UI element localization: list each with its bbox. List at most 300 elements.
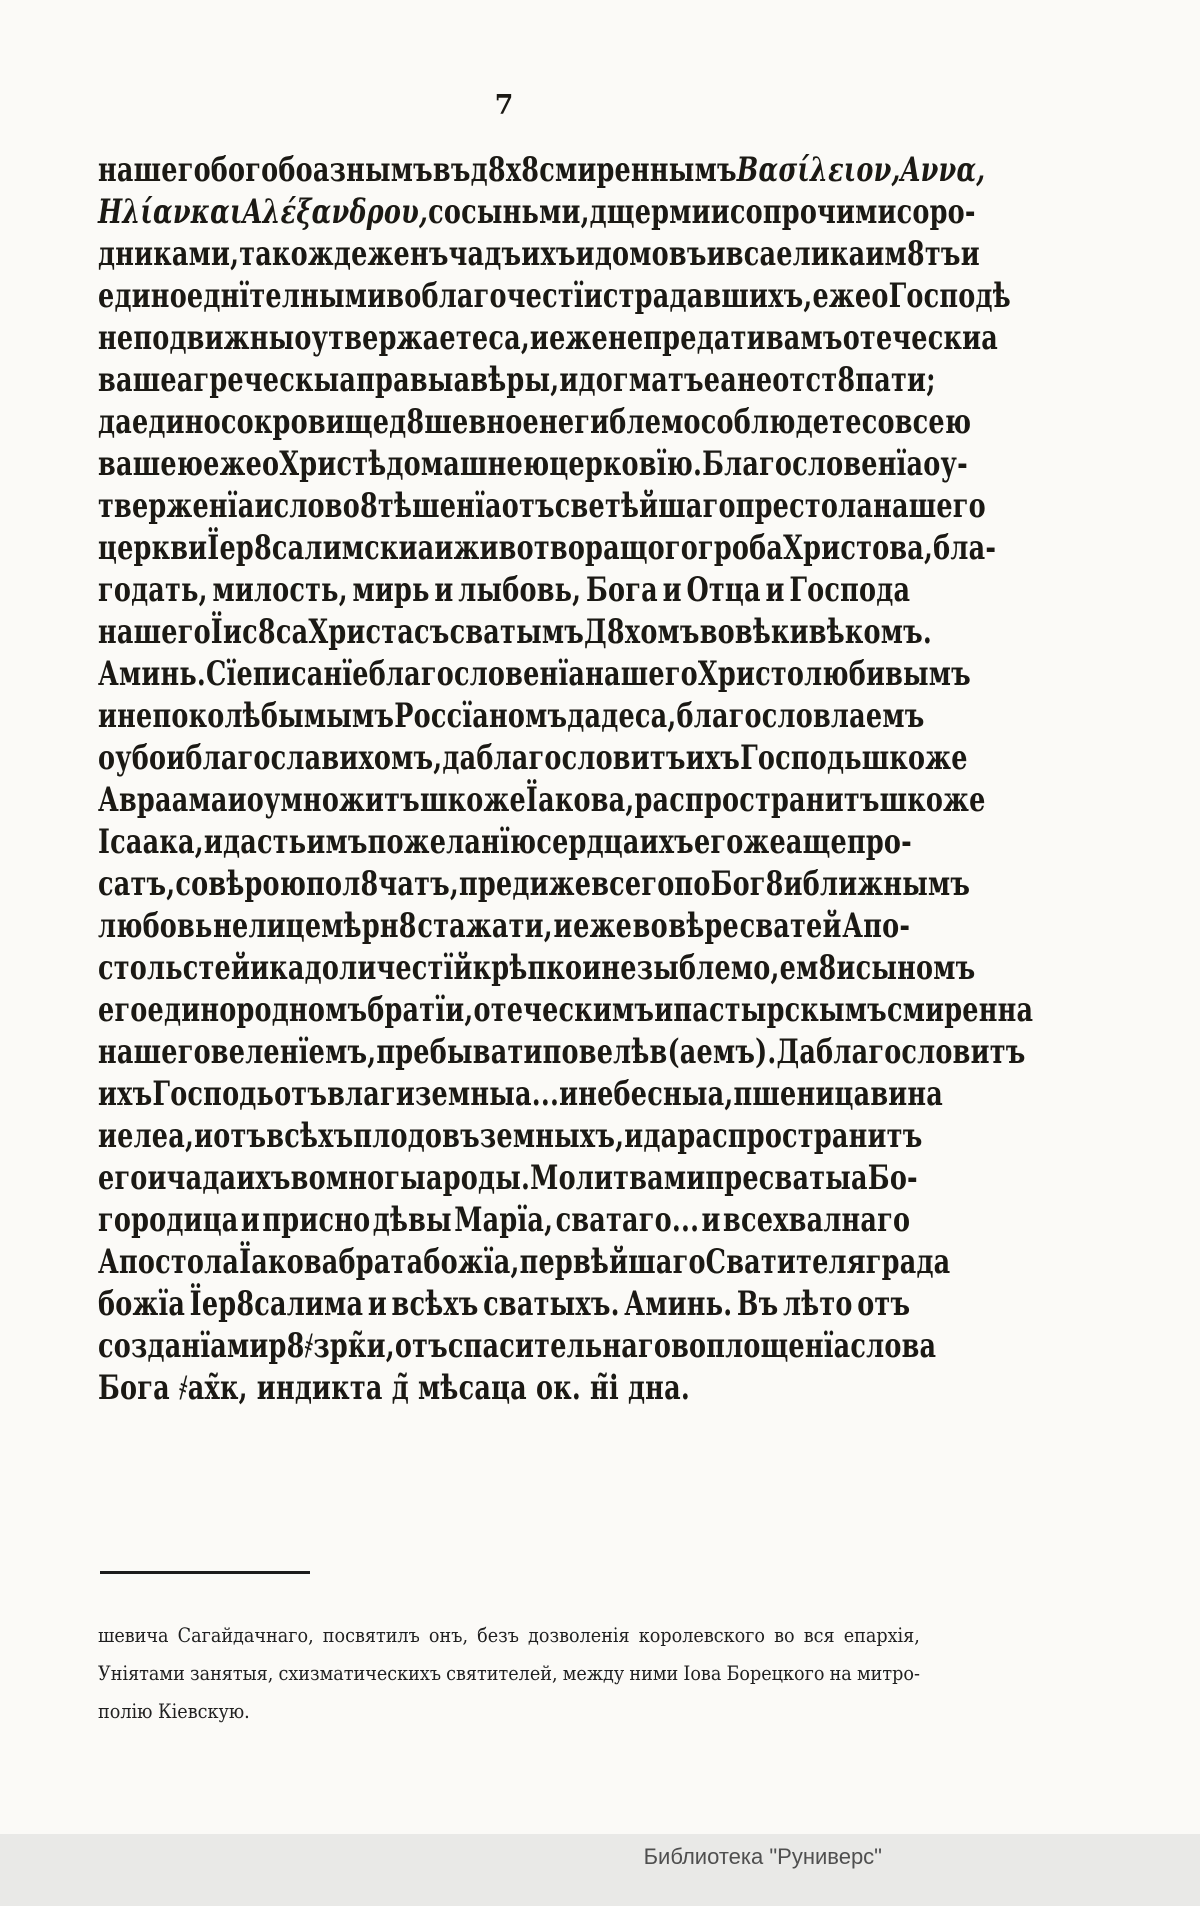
word: вѣры,	[470, 360, 560, 400]
text-line	[98, 275, 1011, 317]
word: Авраама	[98, 780, 228, 820]
word: отъ	[857, 1284, 911, 1324]
word: схизматическихъ	[278, 1661, 442, 1685]
word: богобоазнымъ	[210, 150, 433, 190]
greek-word: Ηλίαν	[98, 192, 191, 232]
word: ихъ	[236, 1158, 291, 1198]
word: града	[865, 1242, 951, 1282]
footnote-line	[98, 1616, 920, 1654]
text-line	[98, 527, 997, 569]
word: отеческиа	[842, 318, 999, 358]
word: Сїе	[206, 654, 253, 694]
word: повелѣв(аемъ).	[542, 1032, 777, 1072]
word: и	[147, 1158, 167, 1198]
footnote-line	[98, 1692, 920, 1730]
word: въ	[432, 150, 471, 190]
word: Въ	[736, 1284, 779, 1324]
word: занятыя,	[189, 1661, 274, 1685]
word: и	[654, 990, 674, 1030]
word: лѣто	[783, 1284, 853, 1324]
word: присно	[262, 1200, 371, 1240]
word: егоже	[693, 822, 786, 862]
word: сокровище	[220, 402, 390, 442]
text-line	[98, 653, 971, 695]
text-line	[98, 695, 925, 737]
word: и	[553, 906, 573, 946]
word: отъ	[394, 1326, 448, 1366]
text-line	[98, 191, 976, 233]
word: распространитъ	[677, 1116, 923, 1156]
word: Христолюбивымъ	[697, 654, 971, 694]
word: дниками,	[98, 234, 240, 274]
word: Господа	[789, 570, 911, 610]
word: вашеа	[98, 360, 194, 400]
word: всѣхъ	[266, 1116, 354, 1156]
word: соблюдете	[700, 402, 862, 442]
word: греческыа	[193, 360, 357, 400]
word: неподвижны	[98, 318, 295, 358]
word: по	[674, 864, 711, 904]
text-line	[98, 1031, 1026, 1073]
word: Іова	[683, 1661, 722, 1685]
word: Аминь.	[98, 654, 207, 694]
word: со	[729, 192, 763, 232]
word: про-	[846, 822, 912, 862]
word: брата	[338, 1242, 424, 1282]
word: светѣйшаго	[554, 486, 736, 526]
word: многыа	[325, 1158, 443, 1198]
word: королевского	[638, 1623, 765, 1647]
word: благословенїа	[368, 654, 586, 694]
word: оубо	[98, 738, 167, 778]
watermark-text: Библиотека "Руниверс"	[643, 1844, 882, 1869]
footnote	[98, 1616, 920, 1730]
word: и	[575, 234, 595, 274]
word: всехвалнаго	[723, 1200, 911, 1240]
word: ихъ	[521, 234, 576, 274]
word-run: Бога ҂ах̃к, индикта д̃ мѣсаца ок. н̃і дна.	[98, 1368, 690, 1408]
word: благочестїи	[421, 276, 603, 316]
word: аще	[785, 822, 847, 862]
word: женъ	[367, 234, 449, 274]
word: ними	[629, 1661, 679, 1685]
word: сатъ,	[98, 864, 176, 904]
word: чадъ	[448, 234, 522, 274]
word: вся	[803, 1623, 835, 1647]
watermark-bar	[0, 1834, 1200, 1906]
word: онъ,	[428, 1623, 469, 1647]
word: Апо-	[842, 906, 911, 946]
word: Їер8салимскиа	[207, 528, 435, 568]
word: мирь	[352, 570, 430, 610]
word: любовь	[98, 906, 213, 946]
word: Їакова,	[525, 780, 635, 820]
word: Їис8са	[210, 612, 309, 652]
word: Бога	[586, 570, 658, 610]
word: сватыхъ.	[483, 1284, 620, 1324]
word: милость,	[212, 570, 348, 610]
word: распространитъ	[634, 780, 880, 820]
word: оу-	[923, 444, 968, 484]
word: отъ	[274, 1074, 328, 1114]
word: Сагайдачнаго,	[177, 1623, 314, 1647]
text-line	[98, 1115, 923, 1157]
greek-word: Αλέξανδρου,	[242, 192, 429, 232]
word: дщерми	[589, 192, 711, 232]
word: церковїю.	[549, 444, 703, 484]
word: на	[829, 1661, 852, 1685]
word: и	[367, 1284, 387, 1324]
word: благословитъ	[476, 738, 686, 778]
word: непоколѣбымымъ	[117, 696, 395, 736]
word: еже	[549, 318, 608, 358]
word: и	[529, 318, 550, 358]
word: и	[227, 780, 247, 820]
word: пол8чатъ,	[306, 864, 460, 904]
word: пастырскымъ	[673, 990, 887, 1030]
word: и	[98, 696, 118, 736]
word: и	[836, 948, 856, 988]
word: Їер8салима	[189, 1284, 364, 1324]
footnote-separator	[100, 1571, 310, 1574]
word: дѣвы	[372, 1200, 452, 1240]
text-line	[98, 947, 976, 989]
word: догматъ	[578, 360, 704, 400]
word: братїи,	[367, 990, 474, 1030]
word: вѣрою	[208, 864, 307, 904]
word: и	[203, 822, 224, 862]
word: елеа,	[117, 1116, 195, 1156]
word: смиренна	[886, 990, 1034, 1030]
word: Да	[776, 1032, 817, 1072]
word: соро-	[896, 192, 976, 232]
word: со	[175, 864, 209, 904]
word: безъ	[477, 1623, 519, 1647]
text-line	[98, 989, 1034, 1031]
word: еже	[812, 276, 872, 316]
word: и	[710, 192, 730, 232]
word: еже	[573, 906, 633, 946]
word: всего	[591, 864, 675, 904]
word: оутвержаетеса,	[294, 318, 530, 358]
word: Борецкого	[726, 1661, 825, 1685]
word: шкоже	[879, 780, 986, 820]
word: первѣйшаго	[519, 1242, 706, 1282]
word: и	[701, 1200, 721, 1240]
word: ихъ	[639, 822, 694, 862]
word: отъ	[501, 486, 555, 526]
text-line	[98, 1073, 944, 1115]
word: Бог8	[710, 864, 784, 904]
greek-word: και	[190, 192, 243, 232]
page-number: 7	[494, 90, 514, 121]
word: предати	[643, 318, 766, 358]
word: и	[765, 570, 785, 610]
word: прочими	[762, 192, 897, 232]
word: и	[194, 1116, 214, 1156]
text-line	[98, 359, 936, 401]
word: и	[783, 864, 803, 904]
word: вѣкомъ.	[808, 612, 933, 652]
word: оумножитъ	[246, 780, 420, 820]
word: престола	[735, 486, 874, 526]
word: епархія,	[843, 1623, 920, 1647]
word: Христа	[308, 612, 415, 652]
word: гроба	[698, 528, 784, 568]
word: о	[262, 444, 280, 484]
word: Господь	[740, 738, 862, 778]
word: и	[434, 570, 454, 610]
word: во	[699, 612, 735, 652]
word: воплощенїа	[671, 1326, 851, 1366]
word: Господѣ	[888, 276, 1011, 316]
word: ихъ	[685, 738, 741, 778]
word: неотст8пати;	[736, 360, 936, 400]
greek-word: Αννα,	[900, 150, 986, 190]
word: со	[428, 192, 462, 232]
text-line	[98, 1241, 951, 1283]
word: плодовъ	[353, 1116, 480, 1156]
word: и	[706, 234, 726, 274]
word: дадеса,	[567, 696, 677, 736]
word: д8шевное	[389, 402, 539, 442]
text-line	[98, 779, 986, 821]
word: нашего	[873, 486, 986, 526]
word: между	[562, 1661, 625, 1685]
word: не	[607, 318, 644, 358]
word: съ	[414, 612, 450, 652]
word: вса	[725, 234, 777, 274]
word: Господь	[152, 1074, 275, 1114]
word: страдавшихъ,	[602, 276, 813, 316]
text-line	[98, 233, 980, 275]
word: им8тъ	[865, 234, 961, 274]
word: посвятилъ	[322, 1623, 420, 1647]
word: незыблемо,	[601, 948, 780, 988]
word: елика	[776, 234, 866, 274]
word: да	[98, 402, 132, 442]
text-line	[98, 737, 968, 779]
word: и	[98, 1116, 118, 1156]
word: вамъ	[765, 318, 843, 358]
word: нелицемѣрн8	[213, 906, 417, 946]
text-line	[98, 905, 910, 947]
word: земныхъ,	[479, 1116, 625, 1156]
word: пшеница	[733, 1074, 871, 1114]
word: пожеланїю	[367, 822, 537, 862]
word: и	[624, 1116, 644, 1156]
word: пребывати	[376, 1032, 543, 1072]
word: единородномъ	[147, 990, 368, 1030]
word: во	[290, 1158, 326, 1198]
word: ҂зрк̃и,	[304, 1326, 395, 1366]
text-line	[98, 317, 999, 359]
word: благославихомъ,	[185, 738, 443, 778]
greek-word: Βασίλειον,	[736, 150, 901, 190]
text-line	[98, 401, 972, 443]
word: чада	[166, 1158, 237, 1198]
word: еднїтелными	[186, 276, 387, 316]
word: со	[861, 402, 895, 442]
word: кадоличестїй	[269, 948, 473, 988]
word: всею	[894, 402, 972, 442]
word: едино	[98, 276, 187, 316]
word-run: полію Кіевскую.	[98, 1699, 250, 1723]
word: Марїа,	[454, 1200, 554, 1240]
word: божїа,	[423, 1242, 520, 1282]
word: нашего	[98, 150, 211, 190]
word: и	[960, 234, 980, 274]
word: святителей,	[446, 1661, 558, 1685]
word: и	[240, 1200, 261, 1240]
text-line	[98, 485, 986, 527]
word: во	[774, 1623, 795, 1647]
word: вашею	[98, 444, 204, 484]
word: сватей	[739, 906, 842, 946]
word: Уніятами	[98, 1661, 185, 1685]
word: сердца	[536, 822, 640, 862]
word: шевича	[98, 1623, 169, 1647]
word: и	[250, 948, 270, 988]
word: домовъ	[594, 234, 707, 274]
text-line	[98, 569, 910, 611]
word: мир8	[227, 1326, 305, 1366]
word: во	[386, 276, 422, 316]
word: Аминь.	[624, 1284, 733, 1324]
word: и	[582, 948, 602, 988]
word: слово8тѣшенїа	[273, 486, 502, 526]
word: такожде	[239, 234, 368, 274]
word: стажати,	[417, 906, 553, 946]
word: Їакова	[239, 1242, 339, 1282]
word: сыньми,	[461, 192, 590, 232]
word: годать,	[98, 570, 208, 610]
word: Россїаномъ	[394, 696, 568, 736]
word: дозволенія	[528, 1623, 630, 1647]
word: божїа	[98, 1284, 186, 1324]
word: Сватителя	[705, 1242, 866, 1282]
word: шкоже	[861, 738, 968, 778]
word: предиже	[459, 864, 592, 904]
text-line	[98, 611, 933, 653]
word: веленїемъ,	[210, 1032, 377, 1072]
text-line	[98, 863, 971, 905]
word: вѣки	[734, 612, 809, 652]
word: созданїа	[98, 1326, 228, 1366]
footnote-line	[98, 1654, 920, 1692]
word: и	[559, 1074, 579, 1114]
word: небесныа,	[578, 1074, 734, 1114]
word: еа	[703, 360, 737, 400]
word: спасительнаго	[447, 1326, 672, 1366]
word: сыномъ	[855, 948, 976, 988]
word: тверженїа	[98, 486, 255, 526]
word: и	[662, 570, 682, 610]
word: еже	[203, 444, 263, 484]
word: церкви	[98, 528, 208, 568]
word: Ісаака,	[98, 822, 204, 862]
text-line	[98, 821, 910, 863]
word: лыбовь,	[458, 570, 582, 610]
word: дасть	[223, 822, 307, 862]
word: домашнею	[386, 444, 550, 484]
text-line	[98, 1367, 910, 1409]
word: вѣре	[668, 906, 740, 946]
word: и	[559, 360, 579, 400]
word: вина	[870, 1074, 944, 1114]
word: и	[434, 528, 454, 568]
word: Д8хомъ	[584, 612, 700, 652]
text-line	[98, 149, 986, 191]
word: нашего	[98, 612, 211, 652]
word: влаги	[327, 1074, 416, 1114]
word: благословитъ	[816, 1032, 1026, 1072]
word: и	[166, 738, 186, 778]
word: городица	[98, 1200, 239, 1240]
word: писанїе	[252, 654, 369, 694]
word: Благословенїа	[702, 444, 924, 484]
text-line	[98, 443, 968, 485]
word: роды.	[442, 1158, 531, 1198]
text-line	[98, 1157, 918, 1199]
word: его	[98, 1158, 148, 1198]
word: о	[871, 276, 889, 316]
word: всѣхъ	[391, 1284, 479, 1324]
word: стольстей	[98, 948, 251, 988]
word: Апостола	[98, 1242, 240, 1282]
word: крѣпко	[472, 948, 583, 988]
text-line	[98, 1325, 937, 1367]
word: слова	[850, 1326, 937, 1366]
word: Христѣ	[279, 444, 387, 484]
word: да	[442, 738, 477, 778]
main-text	[98, 149, 1034, 1409]
word: ихъ	[98, 1074, 153, 1114]
word: сватаго...	[555, 1200, 700, 1240]
word: д8х8	[470, 150, 540, 190]
text-line	[98, 1199, 910, 1241]
word: шкоже	[419, 780, 526, 820]
word: смиреннымъ	[539, 150, 737, 190]
word: Молитвами	[530, 1158, 706, 1198]
word: Бо-	[867, 1158, 918, 1198]
word: Отца	[686, 570, 761, 610]
word: его	[98, 990, 148, 1030]
word: пресватыа	[705, 1158, 868, 1198]
word: во	[632, 906, 668, 946]
word: отъ	[213, 1116, 267, 1156]
word: едино	[131, 402, 221, 442]
word: ем8	[779, 948, 837, 988]
word: благословлаемъ	[676, 696, 925, 736]
word: отеческимъ	[473, 990, 655, 1030]
word: и	[254, 486, 274, 526]
word: имъ	[306, 822, 368, 862]
word: сватымъ	[449, 612, 585, 652]
word: да	[643, 1116, 678, 1156]
word: ближнымъ	[802, 864, 971, 904]
word: правыа	[356, 360, 471, 400]
word: Христова,	[783, 528, 934, 568]
word: бла-	[933, 528, 997, 568]
text-line	[98, 1283, 910, 1325]
word: земныа...	[415, 1074, 560, 1114]
word: митро-	[856, 1661, 920, 1685]
word: нашего	[585, 654, 698, 694]
word: негиблемо	[538, 402, 701, 442]
word: нашего	[98, 1032, 211, 1072]
word: животворащого	[453, 528, 698, 568]
